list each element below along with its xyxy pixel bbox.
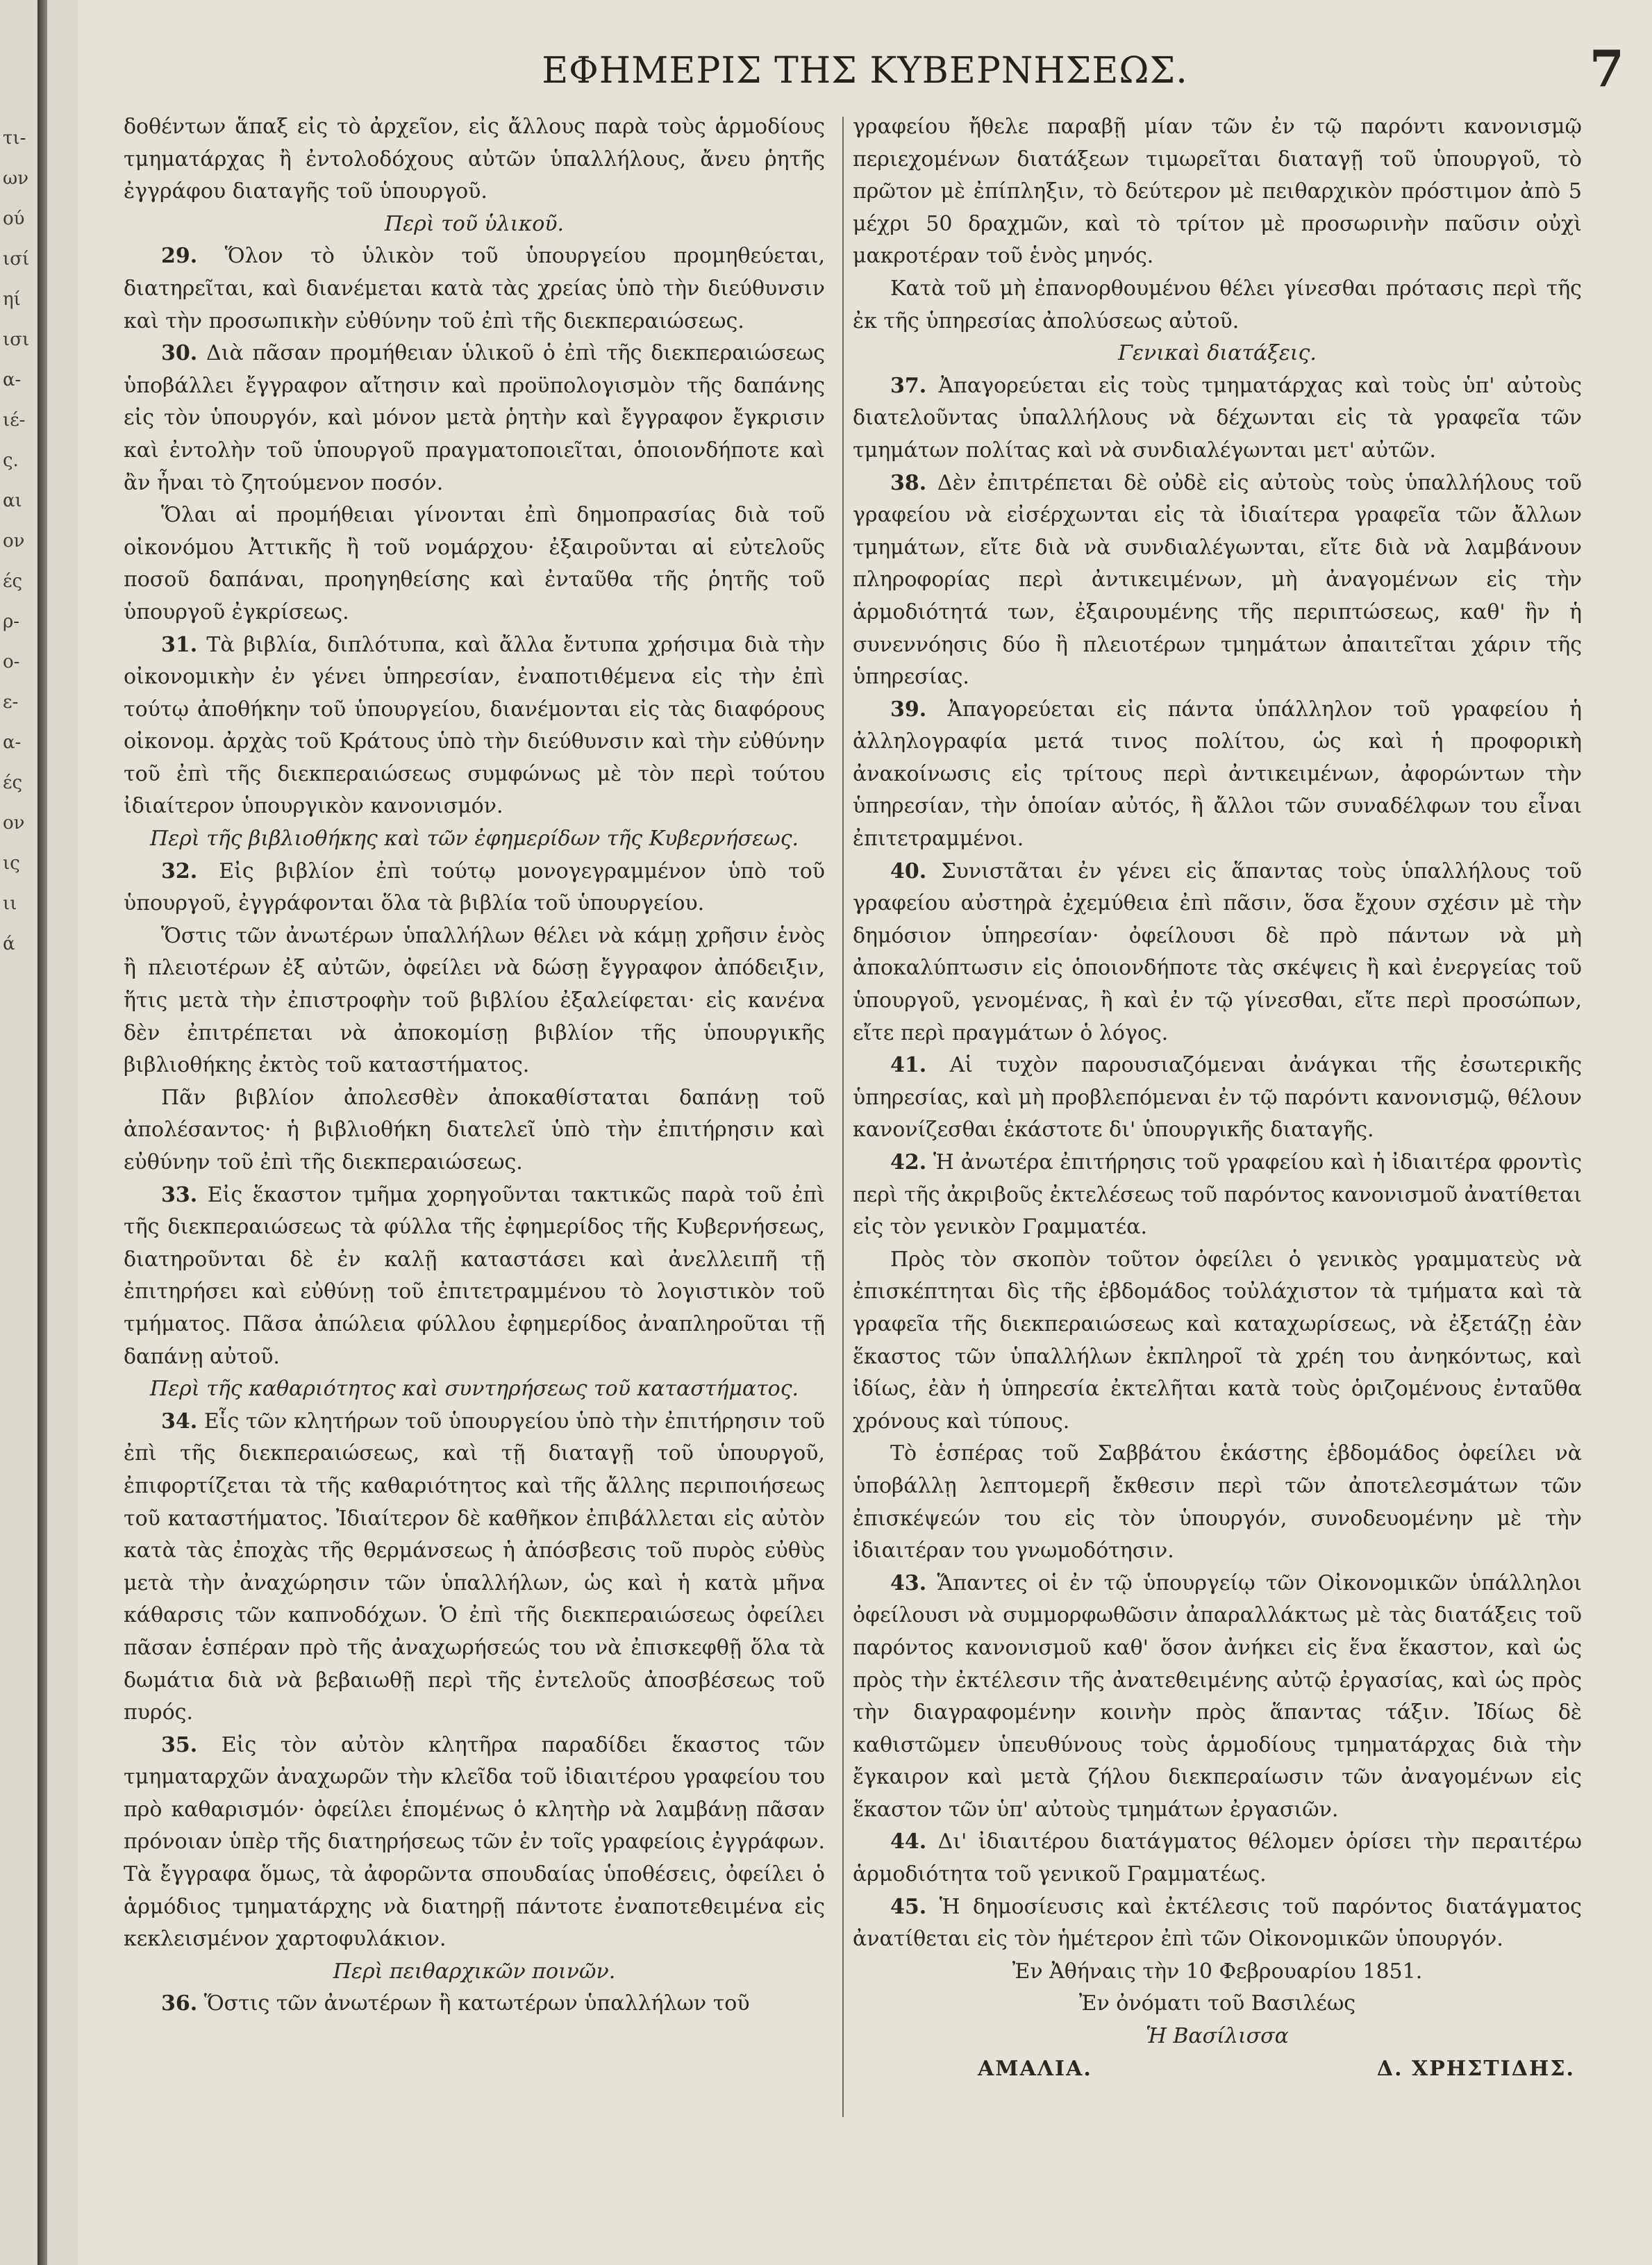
paragraph-text: Ἡ ἀνωτέρα ἐπιτήρησις τοῦ γραφείου καὶ ἡ ἰδιαιτέρα φροντὶς περὶ τῆς ἀκριβοῦς ἐκτελέσεως τοῦ παρόντος κανονισμοῦ ἀνατίθεται εἰς τὸν γενικὸν Γραμματέα. — [853, 1150, 1582, 1240]
page-header — [78, 39, 1652, 106]
paragraph-text: Πᾶν βιβλίον ἀπολεσθὲν ἀποκαθίσταται δαπάνῃ τοῦ ἀπολέσαντος· ἡ βιβλιοθήκη διατελεῖ ὑπὸ τὴν ἐπιτήρησιν καὶ εὐθύνην τοῦ ἐπὶ τῆς διεκπεραιώσεως. — [124, 1085, 825, 1175]
article-number: 32. — [161, 858, 198, 883]
margin-fragment: α- — [3, 732, 22, 753]
section-heading: Γενικαὶ διατάξεις. — [1118, 341, 1317, 366]
article-paragraph — [124, 1729, 825, 1956]
article-number: 38. — [890, 470, 927, 495]
margin-fragment: ισι — [3, 329, 30, 350]
article-paragraph — [124, 629, 825, 824]
article-number: 45. — [890, 1894, 927, 1919]
signature-names — [853, 2053, 1582, 2086]
article-paragraph — [853, 1891, 1582, 1956]
paragraph-text: Εἰς ἕκαστον τμῆμα χορηγοῦνται τακτικῶς παρὰ τοῦ ἐπὶ τῆς διεκπεραιώσεως τὰ φύλλα τῆς ἐφημερίδος τῆς Κυβερνήσεως, διατηροῦνται δὲ ἐν καλῇ καταστάσει καὶ ἀνελλειπῆ τῇ ἐπιτηρήσει καὶ εὐθύνῃ τοῦ ἐπιτετραμμένου τὸ λογιστικὸν τοῦ τμήματος. Πᾶσα ἀπώλεια φύλλου ἐφημερίδος ἀναπληροῦται τῇ δαπάνῃ αὐτοῦ. — [124, 1182, 826, 1369]
article-paragraph — [853, 694, 1582, 856]
margin-fragment: ο- — [3, 652, 20, 672]
paragraph-text: Ἀπαγορεύεται εἰς τοὺς τμηματάρχας καὶ τοὺς ὑπ' αὐτοὺς διατελοῦντας ὑπαλλήλους νὰ δέχωνται εἰς τὰ γραφεῖα τῶν τμημάτων πολίτας καὶ νὰ συνδιαλέγωνται μετ' αὐτῶν. — [853, 373, 1582, 463]
margin-fragment: α- — [3, 370, 22, 390]
left-page-margin — [0, 0, 78, 2265]
paragraph-text: Ὅστις τῶν ἀνωτέρων ἢ κατωτέρων ὑπαλλήλων τοῦ — [203, 1991, 750, 2016]
article-paragraph — [124, 1406, 825, 1729]
article-paragraph — [853, 856, 1582, 1050]
article-number: 29. — [161, 244, 198, 269]
article-number: 40. — [890, 858, 927, 883]
signature-on-behalf: Ἐν ὀνόματι τοῦ Βασιλέως — [1078, 1991, 1356, 2016]
article-number: 41. — [890, 1053, 927, 1078]
article-number: 34. — [161, 1409, 198, 1434]
article-paragraph — [853, 1568, 1582, 1827]
margin-fragment: ς. — [3, 450, 19, 471]
margin-text-fragments — [3, 118, 35, 964]
margin-fragment: ού — [3, 208, 25, 229]
article-number: 36. — [161, 1991, 198, 2016]
margin-fragment: ιι — [3, 893, 17, 914]
paragraph-text: Τὸ ἑσπέρας τοῦ Σαββάτου ἑκάστης ἑβδομάδος ὀφείλει νὰ ὑποβάλλῃ λεπτομερῆ ἔκθεσιν περὶ τῶν ἀποτελεσμάτων τῶν ἐπισκέψεών του εἰς τὸν ὑπουργόν, συνοδευομένην μὲ τὴν ἰδιαιτέραν του γνωμοδότησιν. — [853, 1441, 1582, 1563]
page-title: ΕΦΗΜΕΡΙΣ ΤΗΣ ΚΥΒΕΡΝΗΣΕΩΣ. — [542, 50, 1188, 92]
paragraph-text: Τὰ βιβλία, διπλότυπα, καὶ ἄλλα ἔντυπα χρήσιμα διὰ τὴν οἰκονομικὴν ἐν γένει ὑπηρεσίαν, ἐναποτιθέμενα εἰς τὴν ἐπὶ τούτῳ ἀποθήκην τοῦ ὑπουργείου, διανέμονται εἰς τὰς διαφόρους οἰκονομ. ἀρχὰς τοῦ Κράτους ὑπὸ τὴν διεύθυνσιν καὶ τὴν εὐθύνην τοῦ ἐπὶ τῆς διεκπεραιώσεως συμφώνως μὲ τὸν περὶ τούτου ἰδιαίτερον ὑπουργικὸν κανονισμόν. — [124, 632, 825, 819]
paragraph-text: Συνιστᾶται ἐν γένει εἰς ἅπαντας τοὺς ὑπαλλήλους τοῦ γραφείου αὐστηρὰ ἐχεμύθεια ἐπὶ πᾶσιν, ὅσα ἔχουν σχέσιν μὲ τὴν δημόσιον ὑπηρεσίαν· ὀφείλουσι δὲ πρὸ πάντων νὰ μὴ ἀποκαλύπτωσιν εἰς ὁποιονδήποτε τὰς σκέψεις ἢ καὶ ἐνεργείας τοῦ ὑπουργοῦ, γενομένας, ἢ καὶ ἐν τῷ γίνεσθαι, εἴτε περὶ προσώπων, εἴτε περὶ πραγμάτων ὁ λόγος. — [853, 858, 1582, 1045]
margin-fragment: ά — [3, 934, 15, 954]
article-paragraph — [853, 467, 1582, 694]
paragraph-text: Διὰ πᾶσαν προμήθειαν ὑλικοῦ ὁ ἐπὶ τῆς διεκπεραιώσεως ὑποβάλλει ἔγγραφον αἴτησιν καὶ προϋπολογισμὸν τῆς δαπάνης εἰς τὸν ὑπουργόν, καὶ μόνον μετὰ ῥητὴν καὶ ἔγγραφον ἔγκρισιν καὶ ἐντολὴν τοῦ ὑπουργοῦ πραγματοποιεῖται, ὁποιονδήποτε καὶ ἂν ἦναι τὸ ζητούμενον ποσόν. — [124, 341, 825, 495]
article-number: 30. — [161, 341, 198, 366]
signature-block — [853, 1956, 1582, 2085]
paragraph-text: δοθέντων ἅπαξ εἰς τὸ ἀρχεῖον, εἰς ἄλλους παρὰ τοὺς ἁρμοδίους τμηματάρχας ἢ ἐντολοδόχους αὐτῶν ὑπαλλήλους, ἄνευ ῥητῆς ἐγγράφου διαταγῆς τοῦ ὑπουργοῦ. — [124, 115, 825, 204]
article-number: 33. — [161, 1182, 198, 1207]
margin-fragment: ές — [3, 571, 23, 592]
paragraph-text: Κατὰ τοῦ μὴ ἐπανορθουμένου θέλει γίνεσθαι πρότασις περὶ τῆς ἐκ τῆς ὑπηρεσίας ἀπολύσεως αὐτοῦ. — [853, 276, 1582, 333]
margin-fragment: ρ- — [3, 611, 20, 632]
margin-fragment: ον — [3, 813, 25, 833]
paragraph-text: Εἰς βιβλίον ἐπὶ τούτῳ μονογεγραμμένον ὑπὸ τοῦ ὑπουργοῦ, ἐγγράφονται ὅλα τὰ βιβλία τοῦ ὑπουργείου. — [124, 858, 825, 916]
article-paragraph — [853, 1147, 1582, 1244]
newspaper-page — [78, 0, 1652, 2265]
margin-fragment: αι — [3, 490, 22, 511]
margin-fragment: ηί — [3, 289, 21, 310]
margin-fragment: τι- — [3, 128, 26, 149]
paragraph-text: Ὅλον τὸ ὑλικὸν τοῦ ὑπουργείου προμηθεύεται, διατηρεῖται, καὶ διανέμεται κατὰ τὰς χρείας ὑπὸ τὴν διεύθυνσιν καὶ τὴν προσωπικὴν εὐθύνην τοῦ ἐπὶ τῆς διεκπεραιώσεως. — [124, 244, 825, 333]
page-number: 7 — [1589, 39, 1624, 98]
section-heading: Περὶ τοῦ ὑλικοῦ. — [384, 211, 565, 236]
paragraph-text: Δὲν ἐπιτρέπεται δὲ οὐδὲ εἰς αὐτοὺς τοὺς ὑπαλλήλους τοῦ γραφείου νὰ εἰσέρχωνται εἰς τὰ ἰδιαίτερα γραφεῖα τῶν ἄλλων τμημάτων, εἴτε διὰ νὰ συνδιαλέγωνται, εἴτε διὰ νὰ λαμβάνουν πληροφορίας περὶ ἀντικειμένων, μὴ ἀναγομένων εἰς τὴν ἁρμοδιότητά των, ἐξαιρουμένης τῆς περιπτώσεως, καθ' ἣν ἡ συνεννόησις δύο ἢ πλειοτέρων τμημάτων ἀπαιτεῖται χάριν τῆς ὑπηρεσίας. — [853, 470, 1582, 690]
signature-role: Ἡ Βασίλισσα — [1146, 2024, 1289, 2049]
article-paragraph — [853, 1826, 1582, 1891]
paragraph-text: γραφείου ἤθελε παραβῇ μίαν τῶν ἐν τῷ παρόντι κανονισμῷ περιεχομένων διατάξεων τιμωρεῖται διαταγῇ τοῦ ὑπουργοῦ, τὸ πρῶτον μὲ ἐπίπληξιν, τὸ δεύτερον μὲ πειθαρχικὸν πρόστιμον ἀπὸ 5 μέχρι 50 δραχμῶν, καὶ τὸ τρίτον μὲ προσωρινὴν παῦσιν οὐχὶ μακροτέραν τοῦ ἑνὸς μηνός. — [853, 115, 1582, 269]
paragraph-text: Ἅπαντες οἱ ἐν τῷ ὑπουργείῳ τῶν Οἰκονομικῶν ὑπάλληλοι ὀφείλουσι νὰ συμμορφωθῶσιν ἀπαραλλάκτως μὲ τὰς διατάξεις τοῦ παρόντος κανονισμοῦ καθ' ὅσον ἀνήκει εἰς ἕνα ἕκαστον, καὶ ὡς πρὸς τὴν ἐκτέλεσιν τῆς ἀνατεθειμένης αὐτῷ ἐργασίας, καὶ ὡς πρὸς τὴν διαγραφομένην κοινὴν πρὸς ἅπαντας τάξιν. Ἰδίως δὲ καθιστῶμεν ὑπευθύνους τοὺς ἁρμοδίους τμηματάρχας διὰ τὴν ἔγκαιρον καὶ μετὰ ζήλου διεκπεραίωσιν τῶν ἀναγομένων εἰς ἕκαστον τῶν ὑπ' αὐτοὺς τμημάτων ἐργασιῶν. — [853, 1570, 1582, 1822]
margin-fragment: ις — [3, 853, 20, 874]
article-number: 31. — [161, 632, 198, 657]
margin-fragment: ε- — [3, 692, 19, 713]
right-column — [853, 111, 1582, 2085]
margin-fragment: ον — [3, 531, 25, 551]
margin-fragment: ων — [3, 168, 29, 189]
article-paragraph — [124, 338, 825, 499]
article-number: 44. — [890, 1830, 927, 1855]
section-heading: Περὶ τῆς καθαριότητος καὶ συντηρήσεως τοῦ καταστήματος. — [149, 1377, 799, 1402]
paragraph-text: Ἀπαγορεύεται εἰς πάντα ὑπάλληλον τοῦ γραφείου ἡ ἀλληλογραφία μετά τινος πολίτου, ὡς καὶ ἡ προφορικὴ ἀνακοίνωσις εἰς τρίτους περὶ ἀντικειμένων, ἀφορώντων τὴν ὑπηρεσίαν, τὴν ὁποίαν αὐτός, ἢ ἄλλοι τῶν συναδέλφων του εἶναι ἐπιτετραμμένοι. — [853, 697, 1582, 852]
section-heading: Περὶ τῆς βιβλιοθήκης καὶ τῶν ἐφημερίδων τῆς Κυβερνήσεως. — [149, 827, 799, 852]
paragraph — [124, 1082, 825, 1179]
article-paragraph — [124, 856, 825, 920]
paragraph — [853, 1244, 1582, 1438]
article-paragraph — [124, 240, 825, 338]
article-paragraph — [853, 1049, 1582, 1147]
paragraph-text: Ὅλαι αἱ προμήθειαι γίνονται ἐπὶ δημοπρασίας διὰ τοῦ οἰκονόμου Ἀττικῆς ἢ τοῦ νομάρχου· ἐξαιροῦνται αἱ εὐτελοῦς ποσοῦ δαπάναι, προηγηθείσης καὶ ἐνταῦθα τῆς ῥητῆς τοῦ ὑπουργοῦ ἐγκρίσεως. — [124, 503, 825, 624]
section-heading: Περὶ πειθαρχικῶν ποινῶν. — [333, 1959, 616, 1984]
article-number: 37. — [890, 373, 927, 398]
paragraph-text: Αἱ τυχὸν παρουσιαζόμεναι ἀνάγκαι τῆς ἐσωτερικῆς ὑπηρεσίας, καὶ μὴ προβλεπόμεναι ἐν τῷ παρόντι κανονισμῷ, θέλουν κανονίζεσθαι ἑκάστοτε δι' ὑπουργικῆς διαταγῆς. — [853, 1053, 1582, 1143]
paragraph — [853, 273, 1582, 338]
paragraph-text: Δι' ἰδιαιτέρου διατάγματος θέλομεν ὁρίσει τὴν περαιτέρω ἁρμοδιότητα τοῦ γενικοῦ Γραμματέως. — [853, 1830, 1582, 1887]
signature-minister: Δ. ΧΡΗΣΤΙΔΗΣ. — [1376, 2056, 1575, 2081]
article-number: 35. — [161, 1732, 198, 1757]
left-column — [124, 111, 825, 2021]
paragraph — [124, 499, 825, 629]
signature-queen: ΑΜΑΛΙΑ. — [978, 2056, 1092, 2081]
paragraph — [124, 920, 825, 1082]
book-spine-shadow — [37, 0, 47, 2265]
margin-fragment: ιέ- — [3, 410, 26, 431]
paragraph-text: Πρὸς τὸν σκοπὸν τοῦτον ὀφείλει ὁ γενικὸς γραμματεὺς νὰ ἐπισκέπτηται δὶς τῆς ἑβδομάδος τοὐλάχιστον τὰ τμήματα καὶ τὰ γραφεῖα τῆς διεκπεραιώσεως καὶ καταχωρίσεως, νὰ ἐξετάζῃ ἐὰν ἕκαστος τῶν ὑπαλλήλων ἐκπληροῖ τὰ χρέη του ἀνηκόντως, καὶ ἰδίως, ἐὰν ἡ ὑπηρεσία ἐκτελῆται κατὰ τοὺς ὁριζομένους ἐνταῦθα χρόνους καὶ τύπους. — [853, 1247, 1582, 1434]
article-number: 42. — [890, 1150, 927, 1175]
paragraph-text: Ὅστις τῶν ἀνωτέρων ὑπαλλήλων θέλει νὰ κάμῃ χρῆσιν ἑνὸς ἢ πλειοτέρων ἐξ αὐτῶν, ὀφείλει νὰ δώσῃ ἔγγραφον ἀπόδειξιν, ἥτις μετὰ τὴν ἐπιστροφὴν τοῦ βιβλίου ἐξαλείφεται· εἰς κανένα δὲν ἐπιτρέπεται νὰ ἀποκομίσῃ βιβλίον τῆς ὑπουργικῆς βιβλιοθήκης ἐκτὸς τοῦ καταστήματος. — [124, 923, 825, 1078]
paragraph — [853, 1438, 1582, 1567]
signature-date: Ἐν Ἀθήναις τὴν 10 Φεβρουαρίου 1851. — [1012, 1959, 1423, 1984]
paragraph-text: Εἷς τῶν κλητήρων τοῦ ὑπουργείου ὑπὸ τὴν ἐπιτήρησιν τοῦ ἐπὶ τῆς διεκπεραιώσεως, καὶ τῇ διαταγῇ τοῦ ὑπουργοῦ, ἐπιφορτίζεται τὰ τῆς καθαριότητος καὶ τῆς ἄλλης περιποιήσεως τοῦ καταστήματος. Ἰδιαίτερον δὲ καθῆκον ἐπιβάλλεται εἰς αὐτὸν κατὰ τὰς ἐποχὰς τῆς θερμάνσεως ἡ ἀπόσβεσις τοῦ πυρὸς εὐθὺς μετὰ τὴν ἀναχώρησιν τῶν ὑπαλλήλων, ὡς καὶ ἡ κατὰ μῆνα κάθαρσις τῶν καπνοδόχων. Ὁ ἐπὶ τῆς διεκπεραιώσεως ὀφείλει πᾶσαν ἑσπέραν πρὸ τῆς ἀναχωρήσεώς του νὰ ἐπισκεφθῇ ὅλα τὰ δωμάτια διὰ νὰ βεβαιωθῇ περὶ τῆς ἐντελοῦς ἀποσβέσεως τοῦ πυρός. — [124, 1409, 825, 1725]
column-divider — [842, 117, 844, 2117]
article-paragraph — [124, 1179, 825, 1374]
margin-fragment: ές — [3, 772, 23, 793]
article-paragraph — [124, 1988, 825, 2021]
paragraph — [853, 111, 1582, 273]
paragraph-text: Εἰς τὸν αὐτὸν κλητῆρα παραδίδει ἕκαστος τῶν τμηματαρχῶν ἀναχωρῶν τὴν κλεῖδα τοῦ ἰδιαιτέρου γραφείου του πρὸ καθαρισμόν· ὀφείλει ἑπομένως ὁ κλητὴρ νὰ λαμβάνῃ πᾶσαν πρόνοιαν ὑπὲρ τῆς διατηρήσεως τῶν ἐν τοῖς γραφείοις ἐγγράφων. Τὰ ἔγγραφα ὅμως, τὰ ἀφορῶντα σπουδαίας ὑποθέσεις, ὀφείλει ὁ ἁρμόδιος τμηματάρχης νὰ διατηρῇ πάντοτε ἐναποτεθειμένα εἰς κεκλεισμένον χαρτοφυλάκιον. — [124, 1732, 825, 1952]
article-number: 39. — [890, 697, 927, 722]
margin-fragment: ισί — [3, 249, 30, 269]
article-number: 43. — [890, 1570, 927, 1595]
paragraph — [124, 111, 825, 208]
paragraph-text: Ἡ δημοσίευσις καὶ ἐκτέλεσις τοῦ παρόντος διατάγματος ἀνατίθεται εἰς τὸν ἡμέτερον ἐπὶ τῶν Οἰκονομικῶν ὑπουργόν. — [853, 1894, 1582, 1952]
article-paragraph — [853, 370, 1582, 467]
